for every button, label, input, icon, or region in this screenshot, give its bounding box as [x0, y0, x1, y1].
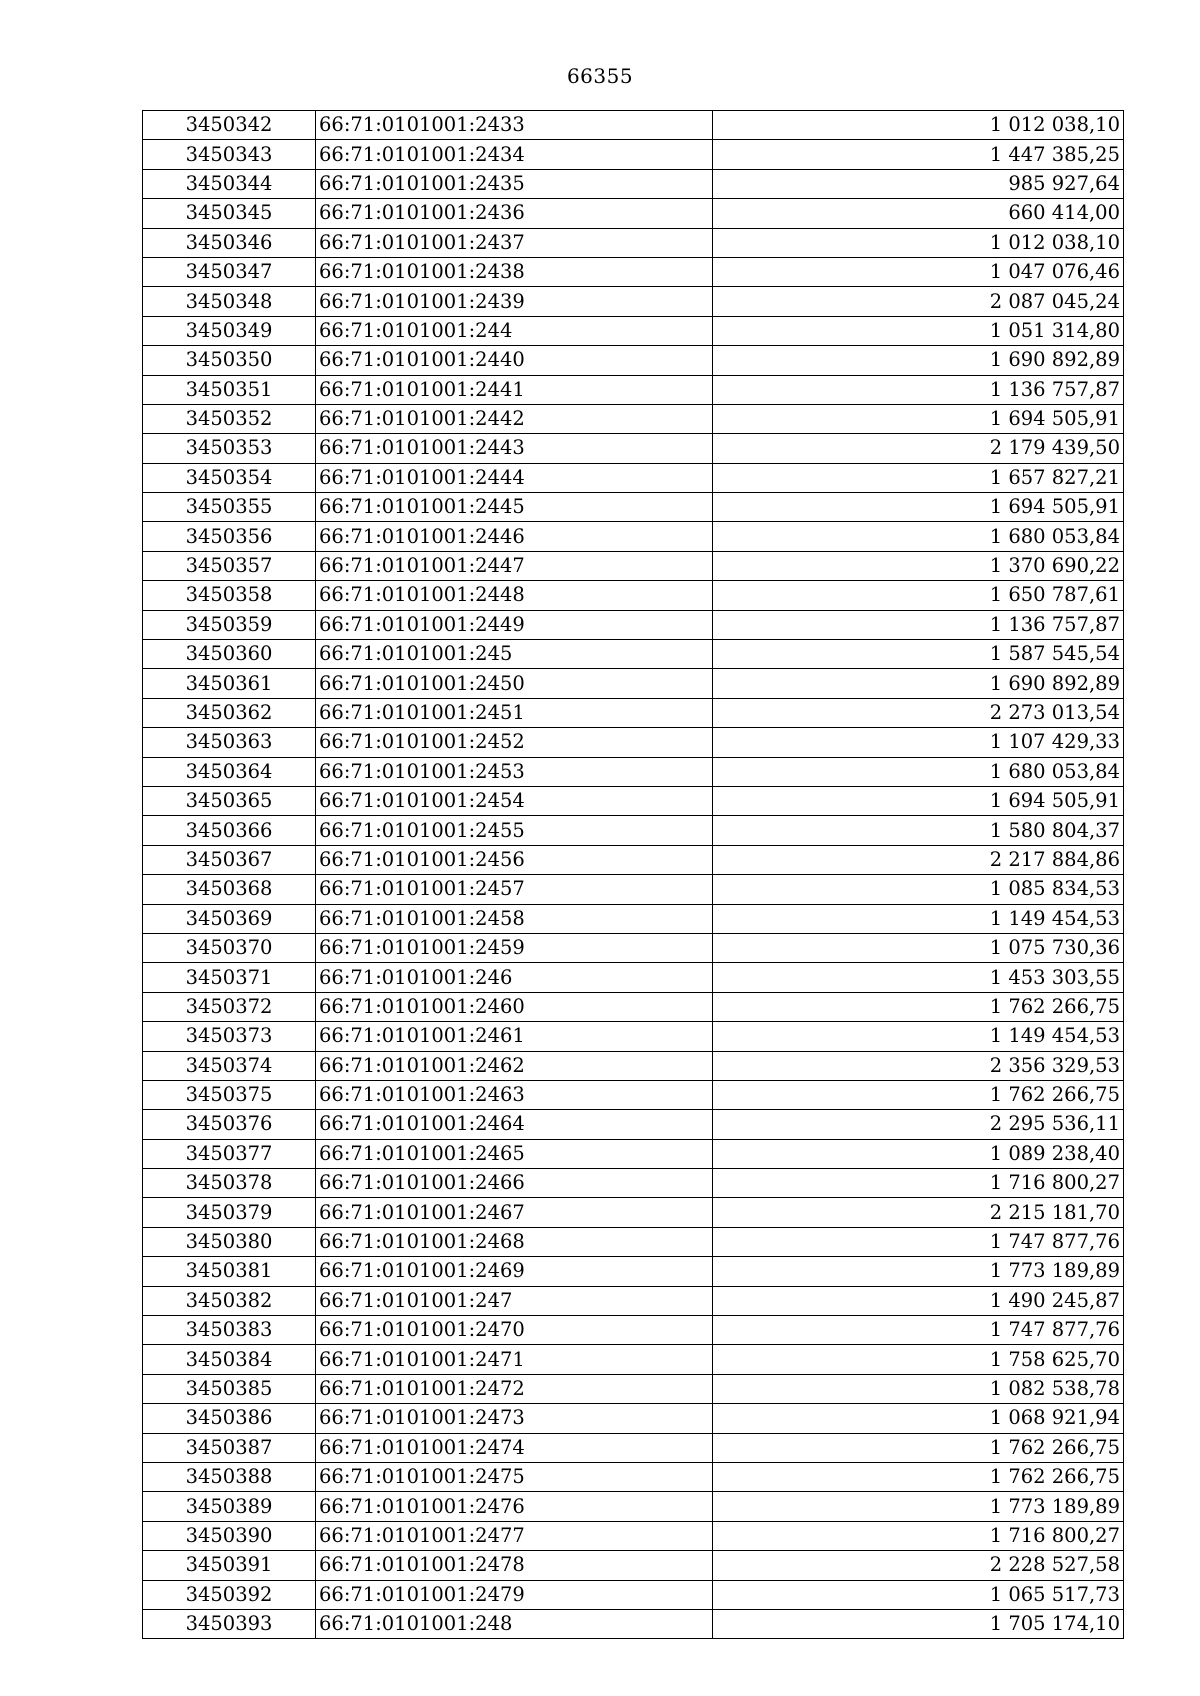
table-row: [143, 1404, 1124, 1433]
table-row: [143, 551, 1124, 580]
value-cell: 1 747 877,76: [713, 1227, 1124, 1256]
row-id-cell: 3450370: [143, 933, 316, 962]
value-cell: 1 747 877,76: [713, 1316, 1124, 1345]
table-row: [143, 111, 1124, 140]
cadastral-number-cell: 66:71:0101001:2449: [316, 610, 713, 639]
value-cell: 2 217 884,86: [713, 845, 1124, 874]
value-cell: 1 068 921,94: [713, 1404, 1124, 1433]
row-id-cell: 3450387: [143, 1433, 316, 1462]
row-id-cell: 3450393: [143, 1609, 316, 1638]
cadastral-number-cell: 66:71:0101001:2434: [316, 140, 713, 169]
value-cell: 1 012 038,10: [713, 228, 1124, 257]
row-id-cell: 3450375: [143, 1080, 316, 1109]
value-cell: 1 085 834,53: [713, 875, 1124, 904]
value-cell: 660 414,00: [713, 199, 1124, 228]
table-row: [143, 1433, 1124, 1462]
data-table: [142, 110, 1124, 1639]
row-id-cell: 3450372: [143, 992, 316, 1021]
cadastral-number-cell: 66:71:0101001:2478: [316, 1551, 713, 1580]
table-row: [143, 1580, 1124, 1609]
value-cell: 1 136 757,87: [713, 610, 1124, 639]
value-cell: 2 273 013,54: [713, 698, 1124, 727]
cadastral-number-cell: 66:71:0101001:2460: [316, 992, 713, 1021]
table-row: [143, 199, 1124, 228]
row-id-cell: 3450385: [143, 1374, 316, 1403]
table-row: [143, 875, 1124, 904]
cadastral-number-cell: 66:71:0101001:2454: [316, 786, 713, 815]
table-row: [143, 1609, 1124, 1638]
cadastral-number-cell: 66:71:0101001:2446: [316, 522, 713, 551]
table-row: [143, 375, 1124, 404]
value-cell: 1 587 545,54: [713, 640, 1124, 669]
table-row: [143, 845, 1124, 874]
table-row: [143, 1316, 1124, 1345]
cadastral-number-cell: 66:71:0101001:2435: [316, 169, 713, 198]
table-row: [143, 140, 1124, 169]
cadastral-number-cell: 66:71:0101001:2457: [316, 875, 713, 904]
table-row: [143, 610, 1124, 639]
row-id-cell: 3450347: [143, 257, 316, 286]
value-cell: 1 762 266,75: [713, 1433, 1124, 1462]
row-id-cell: 3450345: [143, 199, 316, 228]
cadastral-number-cell: 66:71:0101001:2468: [316, 1227, 713, 1256]
row-id-cell: 3450378: [143, 1169, 316, 1198]
cadastral-number-cell: 66:71:0101001:2465: [316, 1139, 713, 1168]
value-cell: 1 650 787,61: [713, 581, 1124, 610]
table-row: [143, 728, 1124, 757]
table-row: [143, 1257, 1124, 1286]
table-row: [143, 1462, 1124, 1491]
table-row: [143, 933, 1124, 962]
page-number: 66355: [566, 64, 634, 88]
value-cell: 1 370 690,22: [713, 551, 1124, 580]
value-cell: 1 657 827,21: [713, 463, 1124, 492]
cadastral-number-cell: 66:71:0101001:2450: [316, 669, 713, 698]
row-id-cell: 3450391: [143, 1551, 316, 1580]
row-id-cell: 3450344: [143, 169, 316, 198]
value-cell: 1 107 429,33: [713, 728, 1124, 757]
cadastral-number-cell: 66:71:0101001:2441: [316, 375, 713, 404]
cadastral-number-cell: 66:71:0101001:2462: [316, 1051, 713, 1080]
table-row: [143, 1492, 1124, 1521]
table-row: [143, 581, 1124, 610]
value-cell: 1 690 892,89: [713, 669, 1124, 698]
table-row: [143, 698, 1124, 727]
cadastral-number-cell: 66:71:0101001:2473: [316, 1404, 713, 1433]
row-id-cell: 3450354: [143, 463, 316, 492]
row-id-cell: 3450388: [143, 1462, 316, 1491]
cadastral-number-cell: 66:71:0101001:245: [316, 640, 713, 669]
cadastral-number-cell: 66:71:0101001:2455: [316, 816, 713, 845]
table-row: [143, 640, 1124, 669]
table-row: [143, 1169, 1124, 1198]
cadastral-number-cell: 66:71:0101001:2444: [316, 463, 713, 492]
value-cell: 1 012 038,10: [713, 111, 1124, 140]
cadastral-number-cell: 66:71:0101001:244: [316, 316, 713, 345]
value-cell: 1 047 076,46: [713, 257, 1124, 286]
value-cell: 1 065 517,73: [713, 1580, 1124, 1609]
value-cell: 2 215 181,70: [713, 1198, 1124, 1227]
cadastral-number-cell: 66:71:0101001:2476: [316, 1492, 713, 1521]
cadastral-number-cell: 66:71:0101001:2459: [316, 933, 713, 962]
value-cell: 1 136 757,87: [713, 375, 1124, 404]
table-row: [143, 228, 1124, 257]
row-id-cell: 3450368: [143, 875, 316, 904]
value-cell: 2 087 045,24: [713, 287, 1124, 316]
row-id-cell: 3450360: [143, 640, 316, 669]
row-id-cell: 3450366: [143, 816, 316, 845]
value-cell: 1 680 053,84: [713, 522, 1124, 551]
cadastral-number-cell: 66:71:0101001:2458: [316, 904, 713, 933]
row-id-cell: 3450374: [143, 1051, 316, 1080]
value-cell: 1 762 266,75: [713, 992, 1124, 1021]
value-cell: 1 680 053,84: [713, 757, 1124, 786]
value-cell: 1 758 625,70: [713, 1345, 1124, 1374]
cadastral-number-cell: 66:71:0101001:2436: [316, 199, 713, 228]
cadastral-number-cell: 66:71:0101001:2433: [316, 111, 713, 140]
value-cell: 2 295 536,11: [713, 1110, 1124, 1139]
cadastral-number-cell: 66:71:0101001:2439: [316, 287, 713, 316]
value-cell: 1 705 174,10: [713, 1609, 1124, 1638]
table-row: [143, 316, 1124, 345]
cadastral-number-cell: 66:71:0101001:2451: [316, 698, 713, 727]
cadastral-number-cell: 66:71:0101001:2437: [316, 228, 713, 257]
row-id-cell: 3450380: [143, 1227, 316, 1256]
cadastral-number-cell: 66:71:0101001:2474: [316, 1433, 713, 1462]
cadastral-number-cell: 66:71:0101001:2447: [316, 551, 713, 580]
table-row: [143, 346, 1124, 375]
cadastral-number-cell: 66:71:0101001:2456: [316, 845, 713, 874]
cadastral-number-cell: 66:71:0101001:2442: [316, 404, 713, 433]
table-row: [143, 1374, 1124, 1403]
value-cell: 1 051 314,80: [713, 316, 1124, 345]
table-row: [143, 493, 1124, 522]
value-cell: 1 762 266,75: [713, 1462, 1124, 1491]
value-cell: 1 690 892,89: [713, 346, 1124, 375]
row-id-cell: 3450390: [143, 1521, 316, 1550]
value-cell: 1 716 800,27: [713, 1169, 1124, 1198]
row-id-cell: 3450343: [143, 140, 316, 169]
row-id-cell: 3450361: [143, 669, 316, 698]
row-id-cell: 3450384: [143, 1345, 316, 1374]
row-id-cell: 3450392: [143, 1580, 316, 1609]
cadastral-number-cell: 66:71:0101001:2463: [316, 1080, 713, 1109]
table-row: [143, 1022, 1124, 1051]
table-row: [143, 434, 1124, 463]
row-id-cell: 3450386: [143, 1404, 316, 1433]
cadastral-number-cell: 66:71:0101001:246: [316, 963, 713, 992]
table-row: [143, 169, 1124, 198]
row-id-cell: 3450377: [143, 1139, 316, 1168]
cadastral-number-cell: 66:71:0101001:2467: [316, 1198, 713, 1227]
cadastral-number-cell: 66:71:0101001:2452: [316, 728, 713, 757]
table-row: [143, 1110, 1124, 1139]
table-row: [143, 1345, 1124, 1374]
row-id-cell: 3450365: [143, 786, 316, 815]
row-id-cell: 3450357: [143, 551, 316, 580]
cadastral-number-cell: 66:71:0101001:2445: [316, 493, 713, 522]
row-id-cell: 3450382: [143, 1286, 316, 1315]
cadastral-number-cell: 66:71:0101001:2443: [316, 434, 713, 463]
table-row: [143, 1051, 1124, 1080]
table-row: [143, 757, 1124, 786]
value-cell: 985 927,64: [713, 169, 1124, 198]
table-row: [143, 1286, 1124, 1315]
value-cell: 1 773 189,89: [713, 1492, 1124, 1521]
cadastral-number-cell: 66:71:0101001:2466: [316, 1169, 713, 1198]
value-cell: 1 694 505,91: [713, 493, 1124, 522]
row-id-cell: 3450348: [143, 287, 316, 316]
table-row: [143, 522, 1124, 551]
cadastral-number-cell: 66:71:0101001:247: [316, 1286, 713, 1315]
row-id-cell: 3450352: [143, 404, 316, 433]
cadastral-number-cell: 66:71:0101001:2469: [316, 1257, 713, 1286]
cadastral-number-cell: 66:71:0101001:2471: [316, 1345, 713, 1374]
cadastral-number-cell: 66:71:0101001:2475: [316, 1462, 713, 1491]
row-id-cell: 3450346: [143, 228, 316, 257]
value-cell: 1 490 245,87: [713, 1286, 1124, 1315]
cadastral-number-cell: 66:71:0101001:2453: [316, 757, 713, 786]
row-id-cell: 3450379: [143, 1198, 316, 1227]
value-cell: 1 453 303,55: [713, 963, 1124, 992]
row-id-cell: 3450353: [143, 434, 316, 463]
row-id-cell: 3450373: [143, 1022, 316, 1051]
table-row: [143, 786, 1124, 815]
value-cell: 2 179 439,50: [713, 434, 1124, 463]
row-id-cell: 3450389: [143, 1492, 316, 1521]
table-row: [143, 1521, 1124, 1550]
table-row: [143, 1080, 1124, 1109]
value-cell: 2 228 527,58: [713, 1551, 1124, 1580]
value-cell: 1 149 454,53: [713, 1022, 1124, 1051]
row-id-cell: 3450356: [143, 522, 316, 551]
cadastral-number-cell: 66:71:0101001:2448: [316, 581, 713, 610]
value-cell: 1 694 505,91: [713, 404, 1124, 433]
cadastral-number-cell: 66:71:0101001:2479: [316, 1580, 713, 1609]
row-id-cell: 3450363: [143, 728, 316, 757]
table-row: [143, 669, 1124, 698]
cadastral-number-cell: 66:71:0101001:2461: [316, 1022, 713, 1051]
row-id-cell: 3450349: [143, 316, 316, 345]
cadastral-number-cell: 66:71:0101001:2438: [316, 257, 713, 286]
table-row: [143, 816, 1124, 845]
table-body: [143, 111, 1124, 1639]
row-id-cell: 3450358: [143, 581, 316, 610]
row-id-cell: 3450350: [143, 346, 316, 375]
table-row: [143, 1198, 1124, 1227]
table-row: [143, 463, 1124, 492]
value-cell: 1 447 385,25: [713, 140, 1124, 169]
table-row: [143, 992, 1124, 1021]
value-cell: 1 082 538,78: [713, 1374, 1124, 1403]
table-row: [143, 1551, 1124, 1580]
table-row: [143, 1227, 1124, 1256]
value-cell: 1 075 730,36: [713, 933, 1124, 962]
value-cell: 1 694 505,91: [713, 786, 1124, 815]
table-row: [143, 404, 1124, 433]
row-id-cell: 3450371: [143, 963, 316, 992]
row-id-cell: 3450381: [143, 1257, 316, 1286]
cadastral-number-cell: 66:71:0101001:2477: [316, 1521, 713, 1550]
row-id-cell: 3450376: [143, 1110, 316, 1139]
value-cell: 1 580 804,37: [713, 816, 1124, 845]
value-cell: 1 716 800,27: [713, 1521, 1124, 1550]
row-id-cell: 3450383: [143, 1316, 316, 1345]
table-row: [143, 257, 1124, 286]
value-cell: 1 149 454,53: [713, 904, 1124, 933]
value-cell: 1 089 238,40: [713, 1139, 1124, 1168]
value-cell: 2 356 329,53: [713, 1051, 1124, 1080]
value-cell: 1 773 189,89: [713, 1257, 1124, 1286]
row-id-cell: 3450367: [143, 845, 316, 874]
cadastral-number-cell: 66:71:0101001:2440: [316, 346, 713, 375]
table-row: [143, 963, 1124, 992]
table-row: [143, 287, 1124, 316]
cadastral-number-cell: 66:71:0101001:2464: [316, 1110, 713, 1139]
row-id-cell: 3450359: [143, 610, 316, 639]
table-row: [143, 904, 1124, 933]
value-cell: 1 762 266,75: [713, 1080, 1124, 1109]
cadastral-number-cell: 66:71:0101001:2470: [316, 1316, 713, 1345]
row-id-cell: 3450362: [143, 698, 316, 727]
row-id-cell: 3450364: [143, 757, 316, 786]
cadastral-number-cell: 66:71:0101001:248: [316, 1609, 713, 1638]
row-id-cell: 3450355: [143, 493, 316, 522]
table-row: [143, 1139, 1124, 1168]
cadastral-number-cell: 66:71:0101001:2472: [316, 1374, 713, 1403]
row-id-cell: 3450342: [143, 111, 316, 140]
row-id-cell: 3450369: [143, 904, 316, 933]
row-id-cell: 3450351: [143, 375, 316, 404]
